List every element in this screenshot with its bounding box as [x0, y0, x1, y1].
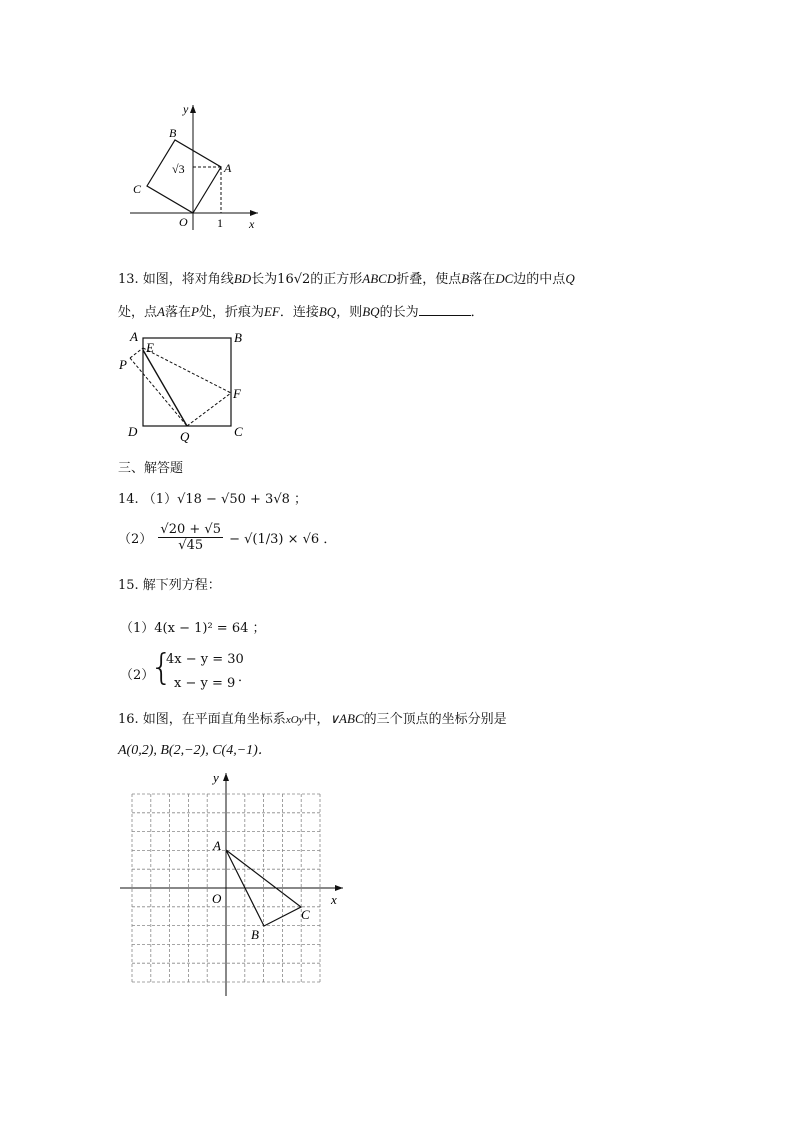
q13-period: ． — [470, 305, 484, 320]
q16-text: 中， — [303, 712, 330, 727]
fig1-x-label: x — [249, 217, 255, 231]
fig3-O-label: O — [212, 891, 222, 906]
q13-length: 16√2 — [277, 272, 311, 287]
q16-triangle: ∨ABC — [329, 711, 364, 726]
q15-label: （1） — [120, 621, 155, 636]
fig2-P-label: P — [119, 357, 127, 372]
fig1-A-label: A — [224, 161, 232, 175]
q13-text: ，则 — [336, 305, 363, 320]
fraction-denominator: √45 — [178, 538, 204, 553]
fig3-y-label: y — [213, 770, 219, 785]
fig1-y-label: y — [183, 102, 189, 116]
answer-blank[interactable] — [419, 303, 471, 316]
q13-text: 折叠，使点 — [396, 272, 462, 287]
q14-label: 14. （1） — [118, 492, 178, 507]
fig2-B-label: B — [234, 330, 242, 345]
q14-part2 — [118, 522, 336, 553]
q15-period: ． — [238, 670, 252, 685]
q13-dc: DC — [495, 271, 514, 286]
q15-label2: （2） — [120, 668, 155, 683]
q16-xoy: xOy — [285, 714, 304, 726]
q13-text: 长为 — [251, 272, 278, 287]
q13-text: 13. 如图，将对角线 — [118, 272, 234, 287]
q14-part1 — [118, 488, 307, 507]
fig1-sqrt3-label: √3 — [172, 162, 185, 176]
fig2-F-label: F — [233, 386, 241, 401]
fig2-C-label: C — [234, 424, 243, 439]
q16-line1 — [118, 708, 507, 727]
fig3-A-label: A — [213, 838, 221, 853]
q15-part1 — [120, 617, 266, 636]
fig1-O-label: O — [179, 215, 188, 229]
q16-text: 的三个顶点的坐标分别是 — [363, 712, 507, 727]
q15-expr1: 4(x − 1)² = 64 ； — [154, 621, 266, 636]
q13-bq: BQ — [318, 304, 337, 319]
figure-coordinate-grid — [115, 768, 350, 1000]
q14-label2: （2） — [118, 532, 153, 547]
q13-text: 的正方形 — [310, 272, 363, 287]
q13-text: 的长为 — [379, 305, 419, 320]
fig3-C-label: C — [301, 907, 310, 922]
q13-bq: BQ — [362, 304, 380, 319]
q13-p: P — [190, 304, 199, 319]
section-heading: 三、解答题 — [118, 461, 184, 476]
q13-text: 处，折痕为 — [198, 305, 264, 320]
q13-ef: EF — [263, 304, 280, 319]
q13-text: 落在 — [164, 305, 191, 320]
q13-text: 边的中点 — [513, 272, 566, 287]
fig1-C-label: C — [133, 182, 142, 196]
q13-b: B — [461, 271, 470, 286]
fig3-x-label: x — [331, 892, 337, 907]
q15-eq1: 4x − y = 30 — [166, 652, 244, 667]
q13-text: ．连接 — [279, 305, 319, 320]
figure-folded-square — [115, 328, 255, 446]
q13-line1 — [118, 268, 575, 287]
q13-abcd: ABCD — [362, 271, 397, 286]
q16-text: 16. 如图，在平面直角坐标系 — [118, 712, 286, 727]
fig2-Q-label: Q — [180, 429, 190, 444]
q14-fraction — [158, 522, 223, 553]
q15-title: 15. 解下列方程： — [118, 578, 221, 593]
q14-expr2-rest: − √(1/3) × √6 ． — [229, 532, 337, 547]
fig3-B-label: B — [251, 927, 259, 942]
fig2-A-label: A — [130, 329, 138, 344]
fig2-E-label: E — [146, 340, 154, 355]
fig2-D-label: D — [128, 424, 138, 439]
fig1-B-label: B — [169, 126, 177, 140]
q13-text: 落在 — [469, 272, 496, 287]
figure-rotated-square — [125, 100, 265, 235]
q13-bd: BD — [233, 271, 252, 286]
system-brace: { — [150, 647, 173, 688]
q13-q: Q — [565, 271, 575, 286]
q15-eq2: x − y = 9 — [174, 676, 236, 691]
q13-a: A — [157, 304, 165, 319]
q13-line2 — [118, 301, 484, 320]
q14-expr1: √18 − √50 + 3√8 ； — [177, 492, 308, 507]
fig1-one-label: 1 — [217, 216, 223, 230]
fraction-numerator: √20 + √5 — [160, 522, 221, 537]
q13-text: 处，点 — [118, 305, 158, 320]
q16-coordinates: A(0,2), B(2,−2), C(4,−1)． — [118, 743, 272, 758]
